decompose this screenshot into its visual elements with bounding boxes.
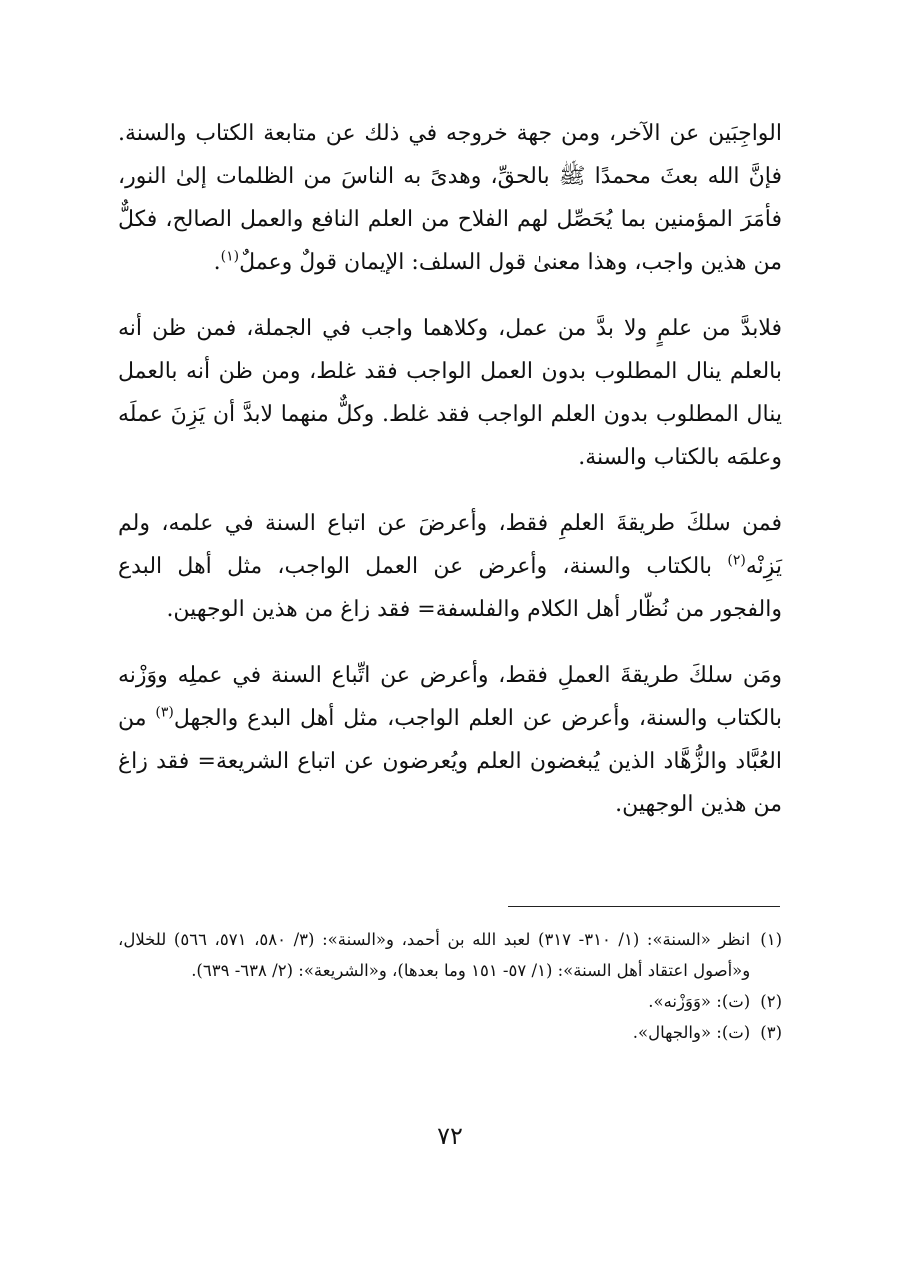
footnote-3-number: (٣) bbox=[760, 1023, 782, 1042]
paragraph-4-text-after: من العُبَّاد والزُّهَّاد الذين يُبغضون العلم ويُعرضون عن اتباع الشريعة= فقد زاغ من هذين الوجهين. bbox=[118, 706, 782, 817]
footnote-3-text: (ت): «والجهال». bbox=[632, 1023, 751, 1042]
main-text bbox=[118, 112, 782, 826]
paragraph-1-text: الواجِبَين عن الآخر، ومن جهة خروجه في ذلك عن متابعة الكتاب والسنة. فإنَّ الله بعثَ محمدًا ﷺ بالحقِّ، وهدىً به الناسَ من الظلمات إلىٰ النور، فأمَرَ المؤمنين بما يُحَصِّل لهم الفلاح من العلم النافع والعمل الصالح، فكلٌّ من هذين واجب، وهذا معنىٰ قول السلف: الإيمان قولٌ وعملٌ bbox=[118, 121, 782, 275]
footnote-1-number: (١) bbox=[760, 930, 782, 949]
paragraph-1-tail: . bbox=[213, 250, 221, 275]
footnote-ref-2[interactable]: (٢) bbox=[727, 552, 746, 569]
footnote-1 bbox=[118, 924, 782, 986]
paragraph-2: فلابدَّ من علمٍ ولا بدَّ من عمل، وكلاهما واجب في الجملة، فمن ظن أنه بالعلم ينال المطلوب بدون العمل الواجب فقد غلط، ومن ظن أنه بالعمل ينال المطلوب بدون العلم الواجب فقد غلط. وكلٌّ منهما لابدَّ أن يَزِنَ عملَه وعلمَه بالكتاب والسنة. bbox=[118, 316, 782, 470]
paragraph-3 bbox=[118, 502, 782, 631]
paragraph-1 bbox=[118, 112, 782, 284]
footnote-1-text: انظر «السنة»: (١/ ٣١٠- ٣١٧) لعبد الله بن أحمد، و«السنة»: (٣/ ٥٨٠، ٥٧١، ٥٦٦) للخلال، و«أصول اعتقاد أهل السنة»: (١/ ٥٧- ١٥١ وما بعدها)، و«الشريعة»: (٢/ ٦٣٨- ٦٣٩). bbox=[118, 930, 751, 980]
footnote-3 bbox=[118, 1017, 782, 1048]
paragraph-4 bbox=[118, 654, 782, 826]
footnote-2 bbox=[118, 986, 782, 1017]
paragraph-3-text-after: بالكتاب والسنة، وأعرض عن العمل الواجب، مثل أهل البدع والفجور من نُظّار أهل الكلام والفلسفة= فقد زاغ من هذين الوجهين. bbox=[118, 554, 782, 622]
paragraph-3-text-before: فمن سلكَ طريقةَ العلمِ فقط، وأعرضَ عن اتباع السنة في علمه، ولم يَزِنْه bbox=[118, 511, 782, 579]
footnote-ref-1[interactable]: (١) bbox=[220, 248, 240, 265]
footnote-ref-3[interactable]: (٣) bbox=[155, 704, 174, 721]
paragraph-4-text-before: ومَن سلكَ طريقةَ العملِ فقط، وأعرض عن اتِّباع السنة في عملِه ووَزْنه بالكتاب والسنة، وأعرض عن العلم الواجب، مثل أهل البدع والجهل bbox=[118, 663, 782, 731]
footnote-separator bbox=[508, 906, 780, 907]
footnotes bbox=[118, 924, 782, 1048]
footnote-2-text: (ت): «وَوَزْنه». bbox=[648, 992, 751, 1011]
footnote-2-number: (٢) bbox=[760, 992, 782, 1011]
page-number: ٧٢ bbox=[437, 1122, 463, 1150]
